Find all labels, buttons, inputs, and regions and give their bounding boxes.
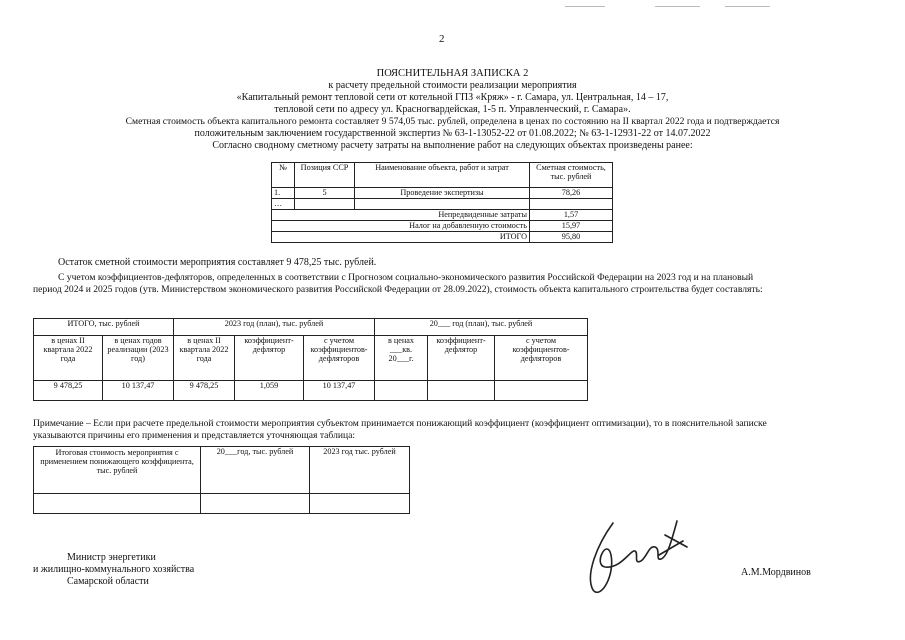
- note-line-1: Примечание – Если при расчете предельной стоимости мероприятия субъектом принимается понижающий коэффициент (коэффициент оптимизации), то в пояснительной записке: [33, 418, 767, 429]
- table-row: [272, 221, 613, 232]
- table2-value: 10 137,47: [304, 381, 375, 401]
- handwritten-signature: [575, 505, 695, 605]
- table-row: [272, 232, 613, 243]
- table1-header-number: №: [272, 163, 295, 188]
- scan-artifact-line: [655, 6, 700, 7]
- table-row: [272, 188, 613, 199]
- table2-value: 10 137,47: [103, 381, 174, 401]
- table2-group-total: ИТОГО, тыс. рублей: [34, 319, 174, 336]
- table1-cell: 78,26: [530, 188, 613, 199]
- table3-header: 20___год, тыс. рублей: [201, 447, 310, 494]
- header-line-5: положительным заключением государственной экспертиз № 63-1-13052-22 от 01.08.2022; № 63-1-12931-22 от 14.07.2022: [194, 128, 711, 139]
- table2-value: [375, 381, 428, 401]
- table2-group-20xx: 20___ год (план), тыс. рублей: [375, 319, 588, 336]
- table3-cell: [34, 494, 201, 514]
- table-row: [34, 381, 588, 401]
- page-number: 2: [439, 33, 445, 45]
- paragraph-remaining-cost: Остаток сметной стоимости мероприятия составляет 9 478,25 тыс. рублей.: [58, 257, 377, 268]
- header-line-2: «Капитальный ремонт тепловой сети от котельной ГПЗ «Кряж» - г. Самара, ул. Центральная, 14 – 17,: [236, 92, 669, 103]
- table2-value: 1,059: [235, 381, 304, 401]
- table1-header-position: Позиция ССР: [295, 163, 355, 188]
- summary-value: 95,80: [530, 232, 613, 243]
- table-row: [34, 494, 410, 514]
- table2-subheader: коэффициент-дефлятор: [235, 336, 304, 381]
- header-line-4: Сметная стоимость объекта капитального ремонта составляет 9 574,05 тыс. рублей, определена в ценах по состоянию на II квартал 2022 года и подтверждается: [125, 116, 780, 127]
- table3-header: Итоговая стоимость мероприятия с применением понижающего коэффициента, тыс. рублей: [34, 447, 201, 494]
- summary-value: 15,97: [530, 221, 613, 232]
- signer-title-line-1: Министр энергетики: [67, 552, 156, 563]
- table2-subheader: в ценах годов реализации (2023 год): [103, 336, 174, 381]
- document-title: ПОЯСНИТЕЛЬНАЯ ЗАПИСКА 2: [376, 68, 529, 79]
- table-row: [272, 210, 613, 221]
- signer-title-line-2: и жилищно-коммунального хозяйства: [33, 564, 195, 575]
- table1-cell: 5: [295, 188, 355, 199]
- paragraph-deflators-line-1: С учетом коэффициентов-дефляторов, определенных в соответствии с Прогнозом социально-экономического развития Российской Федерации на 2023 год и на плановый: [58, 272, 754, 283]
- table2-value: [495, 381, 588, 401]
- table2-value: 9 478,25: [34, 381, 103, 401]
- table1-cell: [355, 199, 530, 210]
- signer-title-line-3: Самарской области: [67, 576, 149, 587]
- table2-value: 9 478,25: [174, 381, 235, 401]
- deflated-cost-table: [33, 318, 588, 401]
- table1-cell: [530, 199, 613, 210]
- signer-name: А.М.Мордвинов: [741, 567, 811, 578]
- table-row: [272, 199, 613, 210]
- reduction-coefficient-table: [33, 446, 410, 514]
- scan-artifact-line: [565, 6, 605, 7]
- note-line-2: указываются причины его применения и представляется уточняющая таблица:: [33, 430, 356, 441]
- table3-cell: [310, 494, 410, 514]
- table2-subheader: в ценах ___кв. 20___г.: [375, 336, 428, 381]
- table3-cell: [201, 494, 310, 514]
- paragraph-deflators-line-2: период 2024 и 2025 годов (утв. Министерством экономического развития Российской Федерации от 28.09.2022), стоимость объекта капитального строительства будет составлять:: [33, 284, 763, 295]
- table2-group-2023: 2023 год (план), тыс. рублей: [174, 319, 375, 336]
- scan-artifact-line: [725, 6, 770, 7]
- table1-cell: 1.: [272, 188, 295, 199]
- table2-subheader: в ценах II квартала 2022 года: [34, 336, 103, 381]
- table1-header-name: Наименование объекта, работ и затрат: [355, 163, 530, 188]
- header-line-3: тепловой сети по адресу ул. Красногвардейская, 1-5 п. Управленческий, г. Самара».: [274, 104, 631, 115]
- summary-value: 1,57: [530, 210, 613, 221]
- summary-label: ИТОГО: [272, 232, 530, 243]
- summary-label: Непредвиденные затраты: [272, 210, 530, 221]
- table2-value: [428, 381, 495, 401]
- table1-header-cost: Сметная стоимость, тыс. рублей: [530, 163, 613, 188]
- summary-label: Налог на добавленную стоимость: [272, 221, 530, 232]
- spent-costs-table: [271, 162, 613, 243]
- table2-subheader: с учетом коэффициентов-дефляторов: [495, 336, 588, 381]
- table2-subheader: в ценах II квартала 2022 года: [174, 336, 235, 381]
- header-line-1: к расчету предельной стоимости реализации мероприятия: [328, 80, 577, 91]
- table2-subheader: с учетом коэффициентов-дефляторов: [304, 336, 375, 381]
- table1-cell: …: [272, 199, 295, 210]
- table1-cell: Проведение экспертизы: [355, 188, 530, 199]
- header-line-6: Согласно сводному сметному расчету затраты на выполнение работ на следующих объектах произведены ранее:: [212, 140, 693, 151]
- table2-subheader: коэффициент-дефлятор: [428, 336, 495, 381]
- table1-cell: [295, 199, 355, 210]
- table3-header: 2023 год тыс. рублей: [310, 447, 410, 494]
